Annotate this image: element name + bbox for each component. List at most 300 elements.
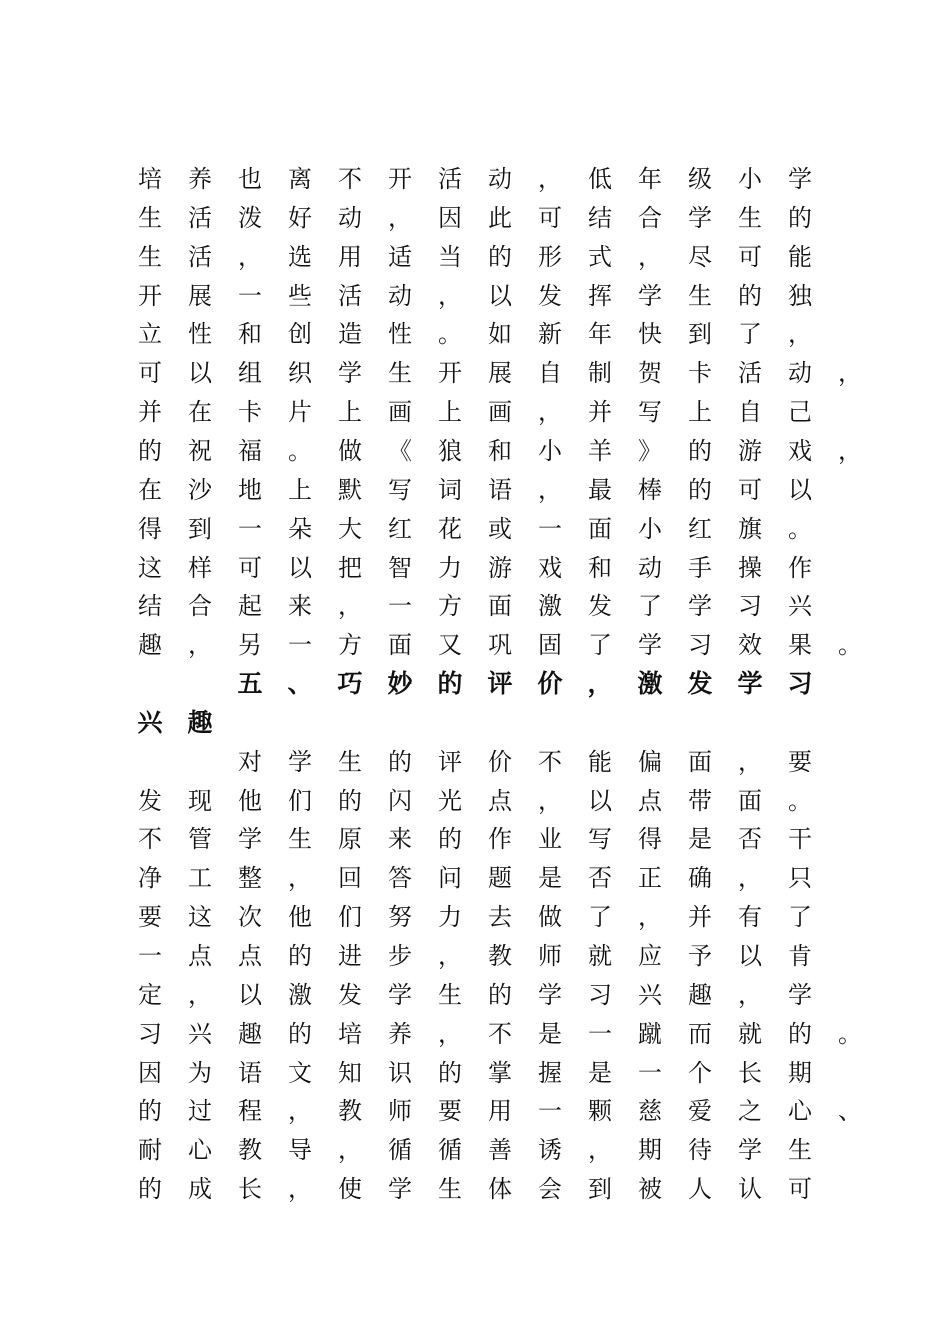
character: 肯 [788, 942, 812, 970]
character: 学 [738, 1136, 762, 1165]
character: 上 [438, 398, 462, 427]
character: ， [388, 203, 412, 232]
character: 动 [388, 281, 412, 310]
character: 偏 [638, 747, 662, 776]
character: 结 [588, 203, 612, 232]
character: 长 [238, 1175, 262, 1204]
text-line [138, 278, 858, 314]
character: 因 [138, 1058, 162, 1087]
character: 激 [288, 980, 312, 1009]
character: 了 [738, 320, 762, 349]
character: 心 [188, 1136, 212, 1165]
text-line [138, 433, 862, 469]
character: 学 [688, 592, 712, 621]
character: 、 [838, 1097, 862, 1126]
character: 来 [288, 592, 312, 621]
character: 上 [338, 398, 362, 427]
text-line [138, 200, 858, 236]
character: 个 [688, 1058, 712, 1087]
character: 展 [488, 359, 512, 388]
character: 画 [388, 398, 412, 427]
character: 到 [188, 514, 212, 543]
character: 耐 [138, 1136, 162, 1165]
text-line [138, 550, 858, 586]
character: 管 [188, 825, 212, 854]
text-line [138, 1171, 858, 1207]
character: 戏 [538, 553, 562, 582]
character: 年 [588, 320, 612, 349]
text-line [138, 1132, 858, 1168]
character: ， [738, 980, 762, 1009]
character: 面 [688, 747, 712, 776]
character: 小 [738, 165, 762, 193]
character: 一 [138, 942, 162, 970]
character: 使 [338, 1175, 362, 1204]
character: 操 [738, 553, 762, 582]
character: ， [288, 864, 312, 893]
character: 颗 [588, 1097, 612, 1126]
character: 步 [388, 942, 412, 970]
character: 养 [388, 1019, 412, 1048]
character: 有 [738, 903, 762, 932]
character: 一 [388, 592, 412, 621]
character: 之 [738, 1097, 762, 1126]
section-heading-line [138, 705, 858, 741]
character: 去 [488, 903, 512, 932]
character: 的 [138, 1097, 162, 1126]
character: 福 [238, 436, 262, 465]
character: 活 [738, 359, 762, 388]
character: 另 [238, 631, 262, 660]
character: 制 [588, 359, 612, 388]
character: 手 [688, 553, 712, 582]
character: 点 [188, 942, 212, 970]
text-line [138, 744, 858, 780]
character: 习 [588, 980, 612, 1009]
character: 不 [538, 747, 562, 776]
character: 动 [338, 203, 362, 232]
character: ， [838, 436, 862, 465]
character: 诱 [538, 1136, 562, 1165]
character: 的 [288, 1019, 312, 1048]
character: 地 [238, 475, 262, 504]
character: 语 [488, 475, 512, 504]
character: 慈 [638, 1097, 662, 1126]
character: 性 [388, 320, 412, 349]
character: 卡 [238, 398, 262, 427]
character: 能 [788, 242, 812, 271]
character: 不 [488, 1019, 512, 1048]
character: 要 [788, 747, 812, 776]
character: 朵 [288, 514, 312, 543]
character: 可 [238, 553, 262, 582]
character: 智 [388, 553, 412, 582]
character: 的 [788, 203, 812, 232]
character: 生 [138, 242, 162, 271]
character: 只 [788, 864, 812, 893]
character: 造 [338, 320, 362, 349]
character: 成 [188, 1175, 212, 1204]
character: 以 [188, 359, 212, 388]
character: 做 [538, 903, 562, 932]
character: 教 [488, 942, 512, 970]
character: 活 [338, 281, 362, 310]
character: 可 [138, 359, 162, 388]
character: 被 [638, 1175, 662, 1204]
character: 》 [638, 436, 662, 465]
character: 干 [788, 825, 812, 854]
character: 习 [688, 631, 712, 660]
character: 趣 [238, 1019, 262, 1048]
character: 闪 [388, 786, 412, 815]
character: 自 [738, 398, 762, 427]
character: 了 [588, 631, 612, 660]
character: 把 [338, 553, 362, 582]
character: 动 [638, 553, 662, 582]
character: 画 [488, 398, 512, 427]
character: 。 [838, 1019, 862, 1048]
character: ， [338, 592, 362, 621]
character: 否 [738, 825, 762, 854]
text-line [138, 316, 858, 352]
character: 他 [288, 903, 312, 932]
character: 大 [338, 514, 362, 543]
character: 能 [588, 747, 612, 776]
character: 游 [488, 553, 512, 582]
character: ， [638, 903, 662, 932]
character: 巩 [488, 631, 512, 660]
character: 会 [538, 1175, 562, 1204]
character: 趣 [688, 980, 712, 1009]
text-line [138, 977, 858, 1013]
character: 发 [588, 592, 612, 621]
character: 力 [438, 903, 462, 932]
character: 师 [388, 1097, 412, 1126]
character: 作 [488, 825, 512, 854]
character: 激 [538, 592, 562, 621]
character: 兴 [188, 1019, 212, 1048]
character: 低 [588, 165, 612, 193]
character: 此 [488, 203, 512, 232]
character: ， [438, 942, 462, 970]
character: 以 [738, 942, 762, 970]
character: 和 [238, 320, 262, 349]
character: 生 [388, 359, 412, 388]
character: 己 [788, 398, 812, 427]
character: 创 [288, 320, 312, 349]
character: 学 [737, 669, 763, 699]
character: 因 [438, 203, 462, 232]
character: 识 [388, 1058, 412, 1087]
character: 的 [438, 1058, 462, 1087]
text-line [138, 860, 858, 896]
character: 棒 [638, 475, 662, 504]
character: 评 [487, 669, 513, 699]
character: ， [838, 359, 862, 388]
character: 适 [388, 242, 412, 271]
character: 泼 [238, 203, 262, 232]
character: 体 [488, 1175, 512, 1204]
character: 结 [138, 592, 162, 621]
character: 题 [488, 864, 512, 893]
character: 发 [338, 980, 362, 1009]
text-line [138, 588, 858, 624]
character: 习 [738, 592, 762, 621]
character: 学 [688, 203, 712, 232]
character: 以 [588, 786, 612, 815]
character: 原 [338, 825, 362, 854]
character: 趣 [187, 707, 213, 737]
character: 上 [288, 475, 312, 504]
character: 学 [538, 980, 562, 1009]
character: 快 [638, 320, 662, 349]
character: ， [738, 864, 762, 893]
character: 次 [238, 903, 262, 932]
character: 用 [488, 1097, 512, 1126]
character: 过 [188, 1097, 212, 1126]
character: 最 [588, 475, 612, 504]
character: 循 [388, 1136, 412, 1165]
character: 花 [438, 514, 462, 543]
character: 方 [438, 592, 462, 621]
character: 来 [388, 825, 412, 854]
character: 和 [588, 553, 612, 582]
character: 样 [188, 553, 212, 582]
text-line [138, 1016, 862, 1052]
character: 待 [688, 1136, 712, 1165]
character: 在 [138, 475, 162, 504]
character: 如 [488, 320, 512, 349]
character: 合 [188, 592, 212, 621]
text-line [138, 783, 858, 819]
character: 并 [688, 903, 712, 932]
character: 作 [788, 553, 812, 582]
character: 激 [637, 669, 663, 699]
character: 一 [288, 631, 312, 660]
character: 发 [538, 281, 562, 310]
character: 培 [138, 165, 162, 193]
character: 和 [488, 436, 512, 465]
character: 卡 [688, 359, 712, 388]
character: 得 [138, 514, 162, 543]
character: 学 [788, 980, 812, 1009]
character: 现 [188, 786, 212, 815]
character: 片 [288, 398, 312, 427]
character: 果 [788, 631, 812, 660]
character: 组 [238, 359, 262, 388]
character: 净 [138, 864, 162, 893]
character: 动 [788, 359, 812, 388]
character: 就 [588, 942, 612, 970]
character: 的 [438, 825, 462, 854]
character: 要 [138, 903, 162, 932]
character: 教 [338, 1097, 362, 1126]
character: 并 [588, 398, 612, 427]
character: ， [738, 747, 762, 776]
character: 整 [238, 864, 262, 893]
character: 发 [687, 669, 713, 699]
character: 点 [238, 942, 262, 970]
character: 知 [338, 1058, 362, 1087]
character: 兴 [638, 980, 662, 1009]
character: 沙 [188, 475, 212, 504]
character: 《 [388, 436, 412, 465]
character: 年 [638, 165, 662, 193]
character: 性 [188, 320, 212, 349]
character: 。 [788, 514, 812, 543]
character: 们 [338, 903, 362, 932]
character: 应 [638, 942, 662, 970]
text-line [138, 355, 862, 391]
character: 一 [588, 1019, 612, 1048]
character: 开 [438, 359, 462, 388]
character: 的 [338, 786, 362, 815]
character: 效 [738, 631, 762, 660]
character: 写 [588, 825, 612, 854]
character: 可 [538, 203, 562, 232]
character: 活 [438, 165, 462, 193]
character: 以 [788, 475, 812, 504]
character: 的 [488, 242, 512, 271]
character: 写 [388, 475, 412, 504]
character: 游 [738, 436, 762, 465]
character: 得 [638, 825, 662, 854]
character: 师 [538, 942, 562, 970]
character: 的 [288, 942, 312, 970]
text-line [138, 1093, 862, 1129]
character: 动 [488, 165, 512, 193]
character: 问 [438, 864, 462, 893]
character: 了 [588, 903, 612, 932]
character: 蹴 [638, 1019, 662, 1048]
character: 习 [787, 669, 813, 699]
character: 答 [388, 864, 412, 893]
text-line [138, 1055, 858, 1091]
character: 评 [438, 747, 462, 776]
character: 培 [338, 1019, 362, 1048]
character: 们 [288, 786, 312, 815]
character: 学 [388, 1175, 412, 1204]
character: 活 [188, 203, 212, 232]
character: ， [188, 980, 212, 1009]
character: 可 [738, 475, 762, 504]
text-line [138, 239, 858, 275]
character: 的 [688, 475, 712, 504]
character: 贺 [638, 359, 662, 388]
character: ， [538, 475, 562, 504]
character: 狼 [438, 436, 462, 465]
character: 默 [338, 475, 362, 504]
character: 尽 [688, 242, 712, 271]
character: 善 [488, 1136, 512, 1165]
character: 羊 [588, 436, 612, 465]
character: 发 [138, 786, 162, 815]
character: 而 [688, 1019, 712, 1048]
character: 方 [338, 631, 362, 660]
character: 回 [338, 864, 362, 893]
character: 的 [388, 747, 412, 776]
character: 妙 [387, 669, 413, 699]
character: 离 [288, 165, 312, 193]
character: 以 [288, 553, 312, 582]
character: 级 [688, 165, 712, 193]
character: 对 [238, 747, 262, 776]
character: 。 [438, 320, 462, 349]
character: 努 [388, 903, 412, 932]
character: 要 [438, 1097, 462, 1126]
character: 自 [538, 359, 562, 388]
character: 心 [788, 1097, 812, 1126]
character: 一 [238, 514, 262, 543]
character: 人 [688, 1175, 712, 1204]
character: 的 [437, 669, 463, 699]
character: 可 [788, 1175, 812, 1204]
text-line [138, 627, 862, 663]
character: 展 [188, 281, 212, 310]
character: 并 [138, 398, 162, 427]
character: 独 [788, 281, 812, 310]
text-line [138, 938, 858, 974]
character: 价 [488, 747, 512, 776]
character: 掌 [488, 1058, 512, 1087]
character: 生 [738, 203, 762, 232]
character: 旗 [738, 514, 762, 543]
character: ， [588, 1136, 612, 1165]
character: 小 [638, 514, 662, 543]
character: 光 [438, 786, 462, 815]
character: 生 [138, 203, 162, 232]
character: 学 [788, 165, 812, 193]
text-line [138, 394, 858, 430]
character: 的 [138, 1175, 162, 1204]
character: 生 [438, 1175, 462, 1204]
character: 兴 [788, 592, 812, 621]
text-line [138, 472, 858, 508]
character: 点 [638, 786, 662, 815]
text-line [138, 161, 858, 197]
character: 的 [488, 980, 512, 1009]
text-line [138, 821, 858, 857]
character: 学 [238, 825, 262, 854]
character: 选 [288, 242, 312, 271]
character: 。 [788, 786, 812, 815]
character: 进 [338, 942, 362, 970]
character: 五 [237, 669, 263, 699]
character: 教 [238, 1136, 262, 1165]
character: 戏 [788, 436, 812, 465]
character: ， [188, 631, 212, 660]
character: 做 [338, 436, 362, 465]
character: ， [288, 1175, 312, 1204]
character: 当 [438, 242, 462, 271]
character: 红 [688, 514, 712, 543]
character: 到 [688, 320, 712, 349]
character: 学 [338, 359, 362, 388]
character: 这 [188, 903, 212, 932]
character: 带 [688, 786, 712, 815]
character: ， [338, 1136, 362, 1165]
character: 可 [738, 242, 762, 271]
character: ， [638, 242, 662, 271]
character: 、 [287, 669, 313, 699]
character: 生 [788, 1136, 812, 1165]
character: 是 [588, 1058, 612, 1087]
character: 织 [288, 359, 312, 388]
character: 是 [688, 825, 712, 854]
character: 就 [738, 1019, 762, 1048]
character: 以 [488, 281, 512, 310]
character: 形 [538, 242, 562, 271]
